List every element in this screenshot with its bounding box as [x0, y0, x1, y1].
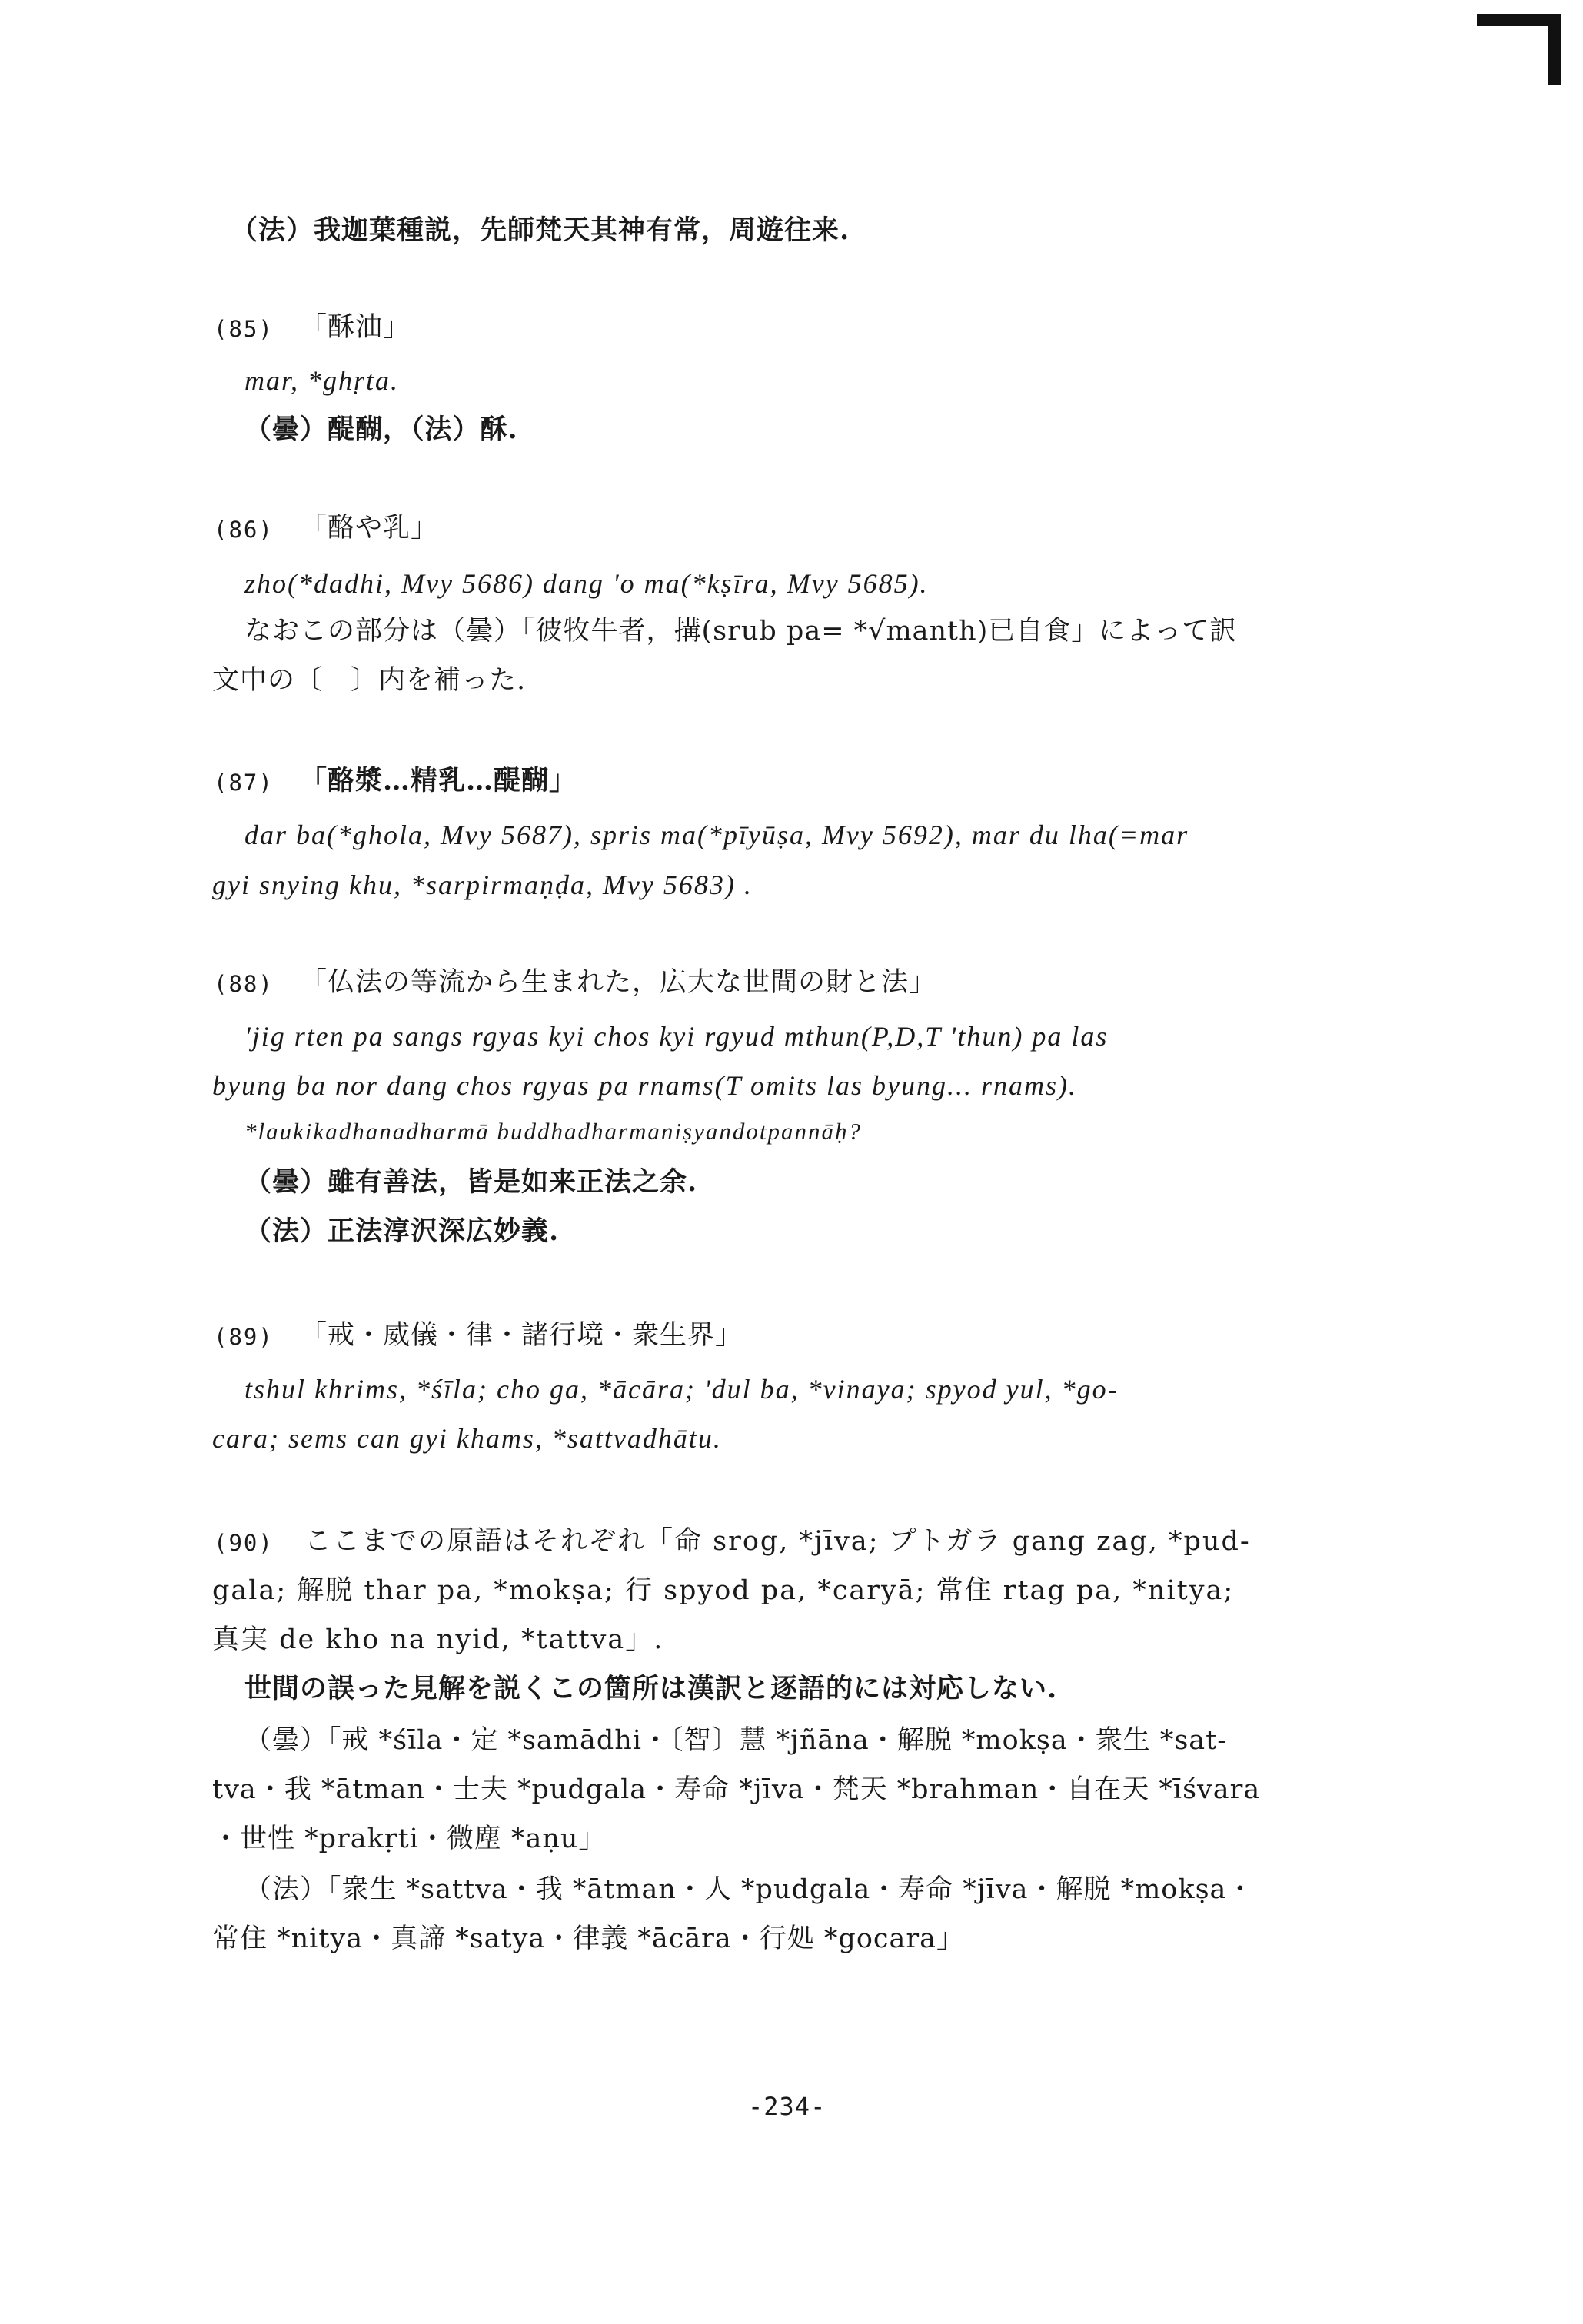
note-90-line-3: 真実 de kho na nyid, *tattva」.: [212, 1624, 664, 1655]
note-86-title: 「酪や乳」: [300, 513, 439, 544]
note-85-number: (85): [214, 316, 274, 342]
note-86-number: (86): [214, 517, 274, 543]
note-86-line-2: なおこの部分は（曇）「彼牧牛者，搆(srub pa= *√manth)已自食」によって訳: [244, 616, 1238, 647]
note-87-number: (87): [214, 770, 274, 796]
note-89-line-2: cara; sems can gyi khams, *sattvadhātu.: [212, 1423, 722, 1454]
note-90-line-4: 世間の誤った見解を説くこの箇所は漢訳と逐語的には対応しない.: [244, 1673, 1058, 1704]
note-88-line-3: *laukikadhanadharmā buddhadharmaniṣyandotpannāḥ?: [244, 1118, 862, 1145]
crop-mark-icon: [1477, 14, 1561, 85]
note-86-line-1: zho(*dadhi, Mvy 5686) dang 'o ma(*kṣīra, Mvy 5685).: [244, 568, 929, 599]
note-86-line-3: 文中の〔 〕内を補った.: [212, 665, 527, 696]
note-87-line-1: dar ba(*ghola, Mvy 5687), spris ma(*pīyūṣa, Mvy 5692), mar du lha(=mar: [244, 820, 1189, 850]
note-90-line-7: ・世性 *prakṛti・微塵 *aṇu」: [212, 1824, 607, 1854]
note-88-line-2: byung ba nor dang chos rgyas pa rnams(T omits las byung... rnams).: [212, 1070, 1078, 1101]
note-88-line-4: （曇）雖有善法，皆是如来正法之余.: [244, 1166, 698, 1198]
note-85-line-1: mar, *ghṛta.: [244, 365, 400, 396]
note-90-line-2: gala; 解脱 thar pa, *mokṣa; 行 spyod pa, *caryā; 常住 rtag pa, *nitya;: [212, 1575, 1235, 1606]
note-90-line-6: tva・我 *ātman・士夫 *pudgala・寿命 *jīva・梵天 *brahman・自在天 *īśvara: [212, 1774, 1261, 1805]
note-88-line-1: 'jig rten pa sangs rgyas kyi chos kyi rgyud mthun(P,D,T 'thun) pa las: [244, 1021, 1109, 1052]
page-number: -234-: [748, 2092, 826, 2121]
note-90-number: (90): [214, 1530, 274, 1556]
note-89-number: (89): [214, 1324, 274, 1350]
note-90-line-9: 常住 *nitya・真諦 *satya・律義 *ācāra・行処 *gocara」: [212, 1923, 964, 1954]
note-90-line-5: （曇）「戒 *śīla・定 *samādhi・〔智〕慧 *jñāna・解脱 *mokṣa・衆生 *sat-: [244, 1725, 1228, 1756]
note-85-line-2: （曇）醍醐，（法）酥.: [244, 414, 518, 445]
note-85-title: 「酥油」: [300, 312, 411, 343]
note-88-line-5: （法）正法淳沢深広妙義.: [244, 1215, 560, 1247]
note-88-number: (88): [214, 971, 274, 997]
note-89-title: 「戒・威儀・律・諸行境・衆生界」: [300, 1320, 743, 1351]
note-90-line-1: ここまでの原語はそれぞれ「命 srog, *jīva; プトガラ gang zag, *pud-: [304, 1526, 1251, 1557]
note-87-title: 「酪漿…精乳…醍醐」: [300, 765, 577, 796]
note-89-line-1: tshul khrims, *śīla; cho ga, *ācāra; 'dul ba, *vinaya; spyod yul, *go-: [244, 1374, 1119, 1405]
note-87-line-2: gyi snying khu, *sarpirmaṇḍa, Mvy 5683) .: [212, 869, 753, 900]
intro-line: （法）我迦葉種説，先師梵天其神有常，周遊往来.: [231, 214, 850, 246]
note-90-line-8: （法）「衆生 *sattva・我 *ātman・人 *pudgala・寿命 *jīva・解脱 *mokṣa・: [244, 1874, 1255, 1905]
note-88-title: 「仏法の等流から生まれた，広大な世間の財と法」: [300, 967, 937, 998]
